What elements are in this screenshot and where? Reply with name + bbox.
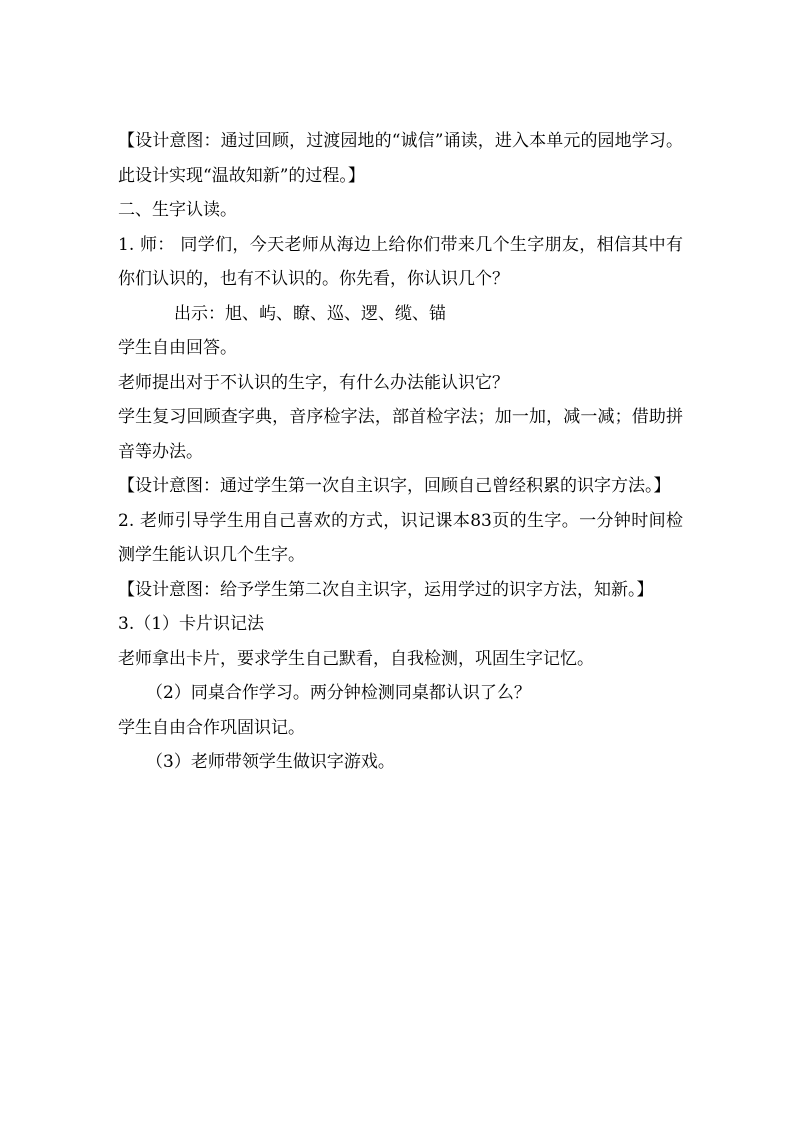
pair-study-description: 学生自由合作巩固识记。 xyxy=(118,717,305,738)
design-intent-note-3: 【设计意图：给予学生第二次自主识字，运用学过的识字方法，知新。】 xyxy=(118,579,654,600)
character-list: 出示：旭、屿、瞭、巡、逻、缆、锚 xyxy=(174,303,446,324)
step-3-game: （3）老师带领学生做识字游戏。 xyxy=(146,752,395,772)
step-3-pair-study: （2）同桌合作学习。两分钟检测同桌都认识了么？ xyxy=(146,683,531,703)
design-intent-note-2: 【设计意图：通过学生第一次自主识字，回顾自己曾经积累的识字方法。】 xyxy=(118,476,671,496)
card-method-description: 老师拿出卡片，要求学生自己默看，自我检测，巩固生字记忆。 xyxy=(118,648,594,669)
step-3-card-method: 3.（1）卡片识记法 xyxy=(118,614,265,634)
step-2-paragraph: 2. 老师引导学生用自己喜欢的方式，识记课本83页的生字。一分钟时间检测学生能认识几个生字。 xyxy=(118,510,683,565)
review-methods-paragraph: 学生复习回顾查字典，音序检字法，部首检字法；加一加，减一减；借助拼音等办法。 xyxy=(118,407,683,462)
teacher-intro-paragraph: 1. 师： 同学们，今天老师从海边上给你们带来几个生字朋友，相信其中有你们认识的，也有不认识的。你先看，你认识几个？ xyxy=(118,234,683,289)
document-body xyxy=(118,124,683,780)
section-heading-new-characters: 二、生字认读。 xyxy=(118,200,237,220)
student-answer-line: 学生自由回答。 xyxy=(118,338,237,358)
design-intent-note-1: 【设计意图：通过回顾，过渡园地的“诚信”诵读，进入本单元的园地学习。此设计实现“温故知新”的过程。】 xyxy=(118,131,683,186)
teacher-question-line: 老师提出对于不认识的生字，有什么办法能认识它？ xyxy=(118,372,509,393)
